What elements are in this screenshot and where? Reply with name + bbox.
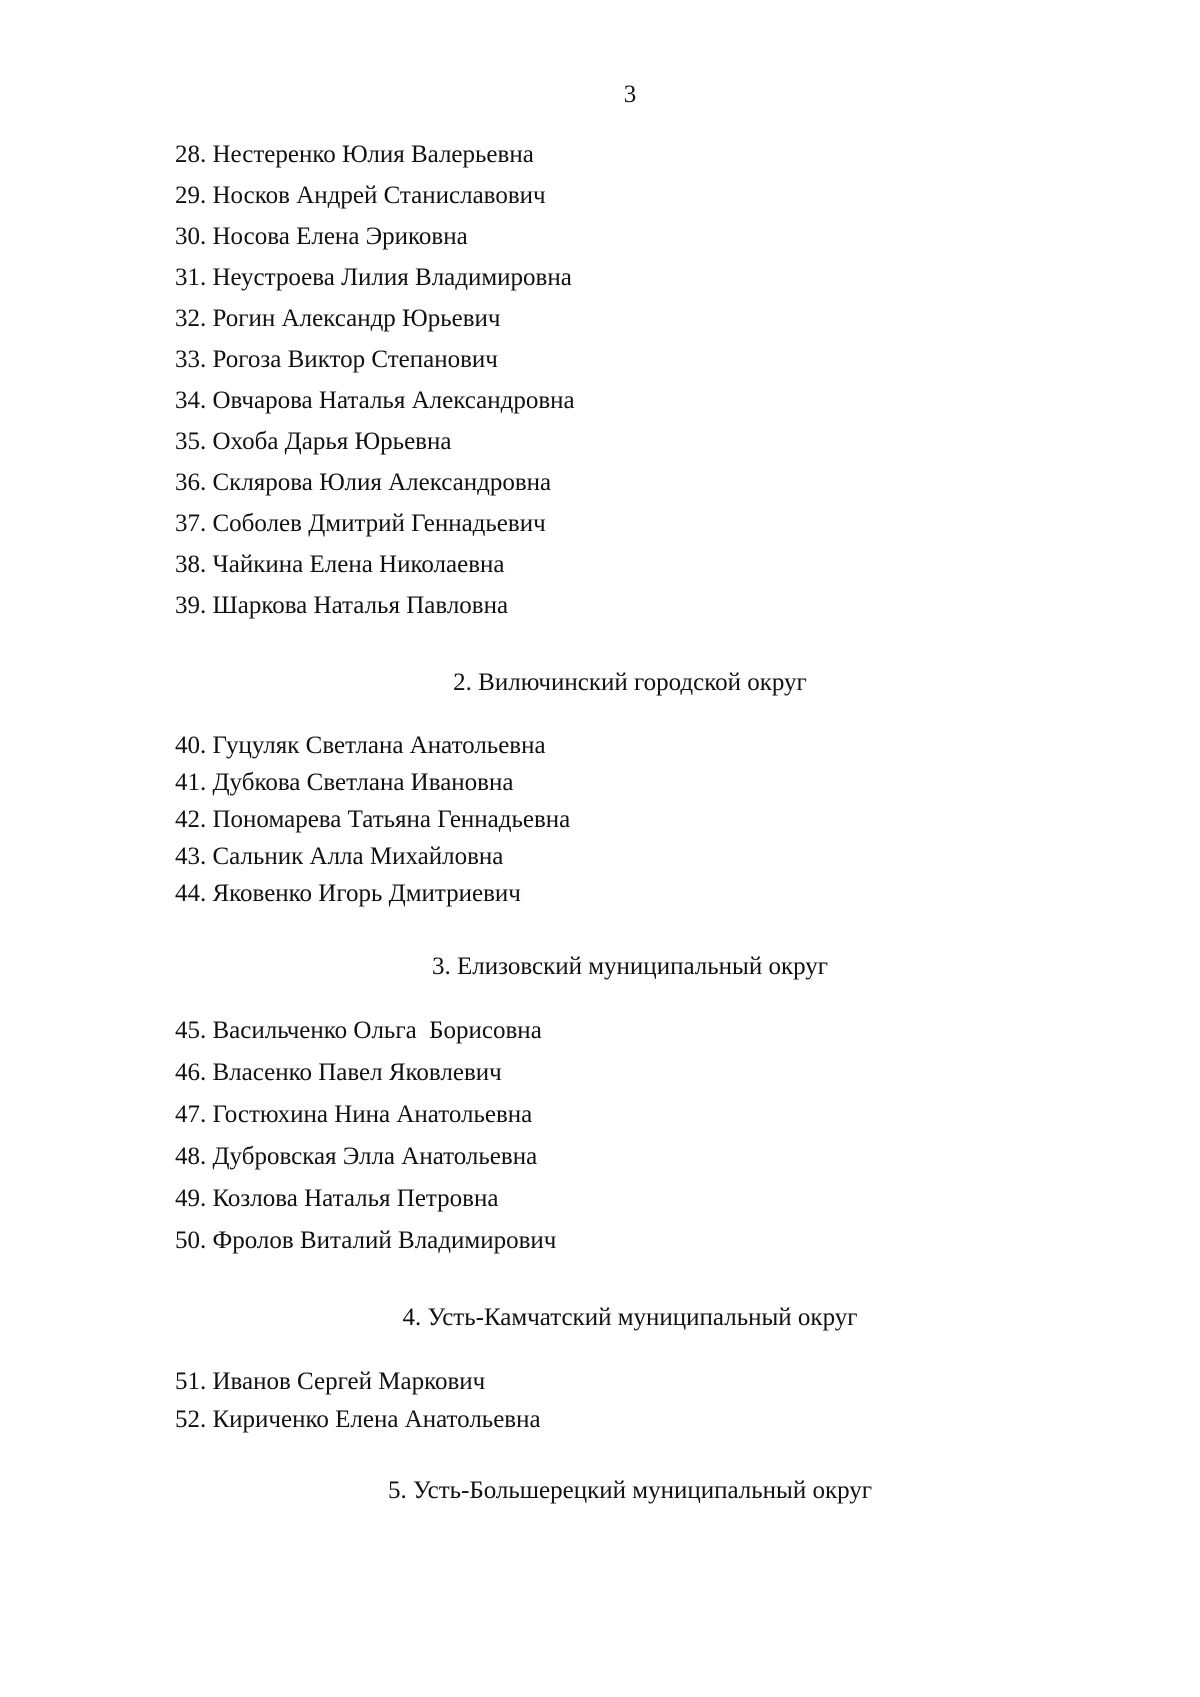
list-section-4	[175, 1367, 1075, 1443]
list-item: 45. Васильченко Ольга Борисовна	[175, 1017, 542, 1044]
list-item: 38. Чайкина Елена Николаевна	[175, 551, 505, 578]
list-section-1	[175, 140, 1075, 632]
list-item: 48. Дубровская Элла Анатольевна	[175, 1143, 538, 1170]
list-item: 35. Охоба Дарья Юрьевна	[175, 428, 452, 455]
list-section-3	[175, 1016, 1075, 1268]
list-item: 44. Яковенко Игорь Дмитриевич	[175, 880, 521, 907]
list-item: 33. Рогоза Виктор Степанович	[175, 346, 498, 373]
list-item: 40. Гуцуляк Светлана Анатольевна	[175, 732, 546, 759]
list-item: 50. Фролов Виталий Владимирович	[175, 1227, 557, 1254]
list-item: 34. Овчарова Наталья Александровна	[175, 387, 575, 414]
list-section-2	[175, 731, 1075, 916]
list-item: 32. Рогин Александр Юрьевич	[175, 305, 501, 332]
section-heading-2: 2. Вилючинский городской округ	[453, 669, 807, 696]
page-number: 3	[623, 81, 637, 108]
list-item: 39. Шаркова Наталья Павловна	[175, 592, 509, 619]
list-item: 31. Неустроева Лилия Владимировна	[175, 264, 572, 291]
list-item: 47. Гостюхина Нина Анатольевна	[175, 1101, 533, 1128]
list-item: 52. Кириченко Елена Анатольевна	[175, 1406, 541, 1433]
list-item: 29. Носков Андрей Станиславович	[175, 182, 546, 209]
list-item: 42. Пономарева Татьяна Геннадьевна	[175, 806, 571, 833]
list-item: 37. Соболев Дмитрий Геннадьевич	[175, 510, 546, 537]
list-item: 36. Склярова Юлия Александровна	[175, 469, 552, 496]
list-item: 46. Власенко Павел Яковлевич	[175, 1059, 502, 1086]
section-heading-4: 4. Усть-Камчатский муниципальный округ	[402, 1304, 858, 1331]
list-item: 30. Носова Елена Эриковна	[175, 223, 468, 250]
list-item: 51. Иванов Сергей Маркович	[175, 1368, 486, 1395]
section-heading-3: 3. Елизовский муниципальный округ	[431, 953, 829, 980]
section-heading-5: 5. Усть-Большерецкий муниципальный округ	[387, 1477, 873, 1504]
list-item: 43. Сальник Алла Михайловна	[175, 843, 504, 870]
list-item: 49. Козлова Наталья Петровна	[175, 1185, 499, 1212]
list-item: 28. Нестеренко Юлия Валерьевна	[175, 141, 534, 168]
list-item: 41. Дубкова Светлана Ивановна	[175, 769, 514, 796]
